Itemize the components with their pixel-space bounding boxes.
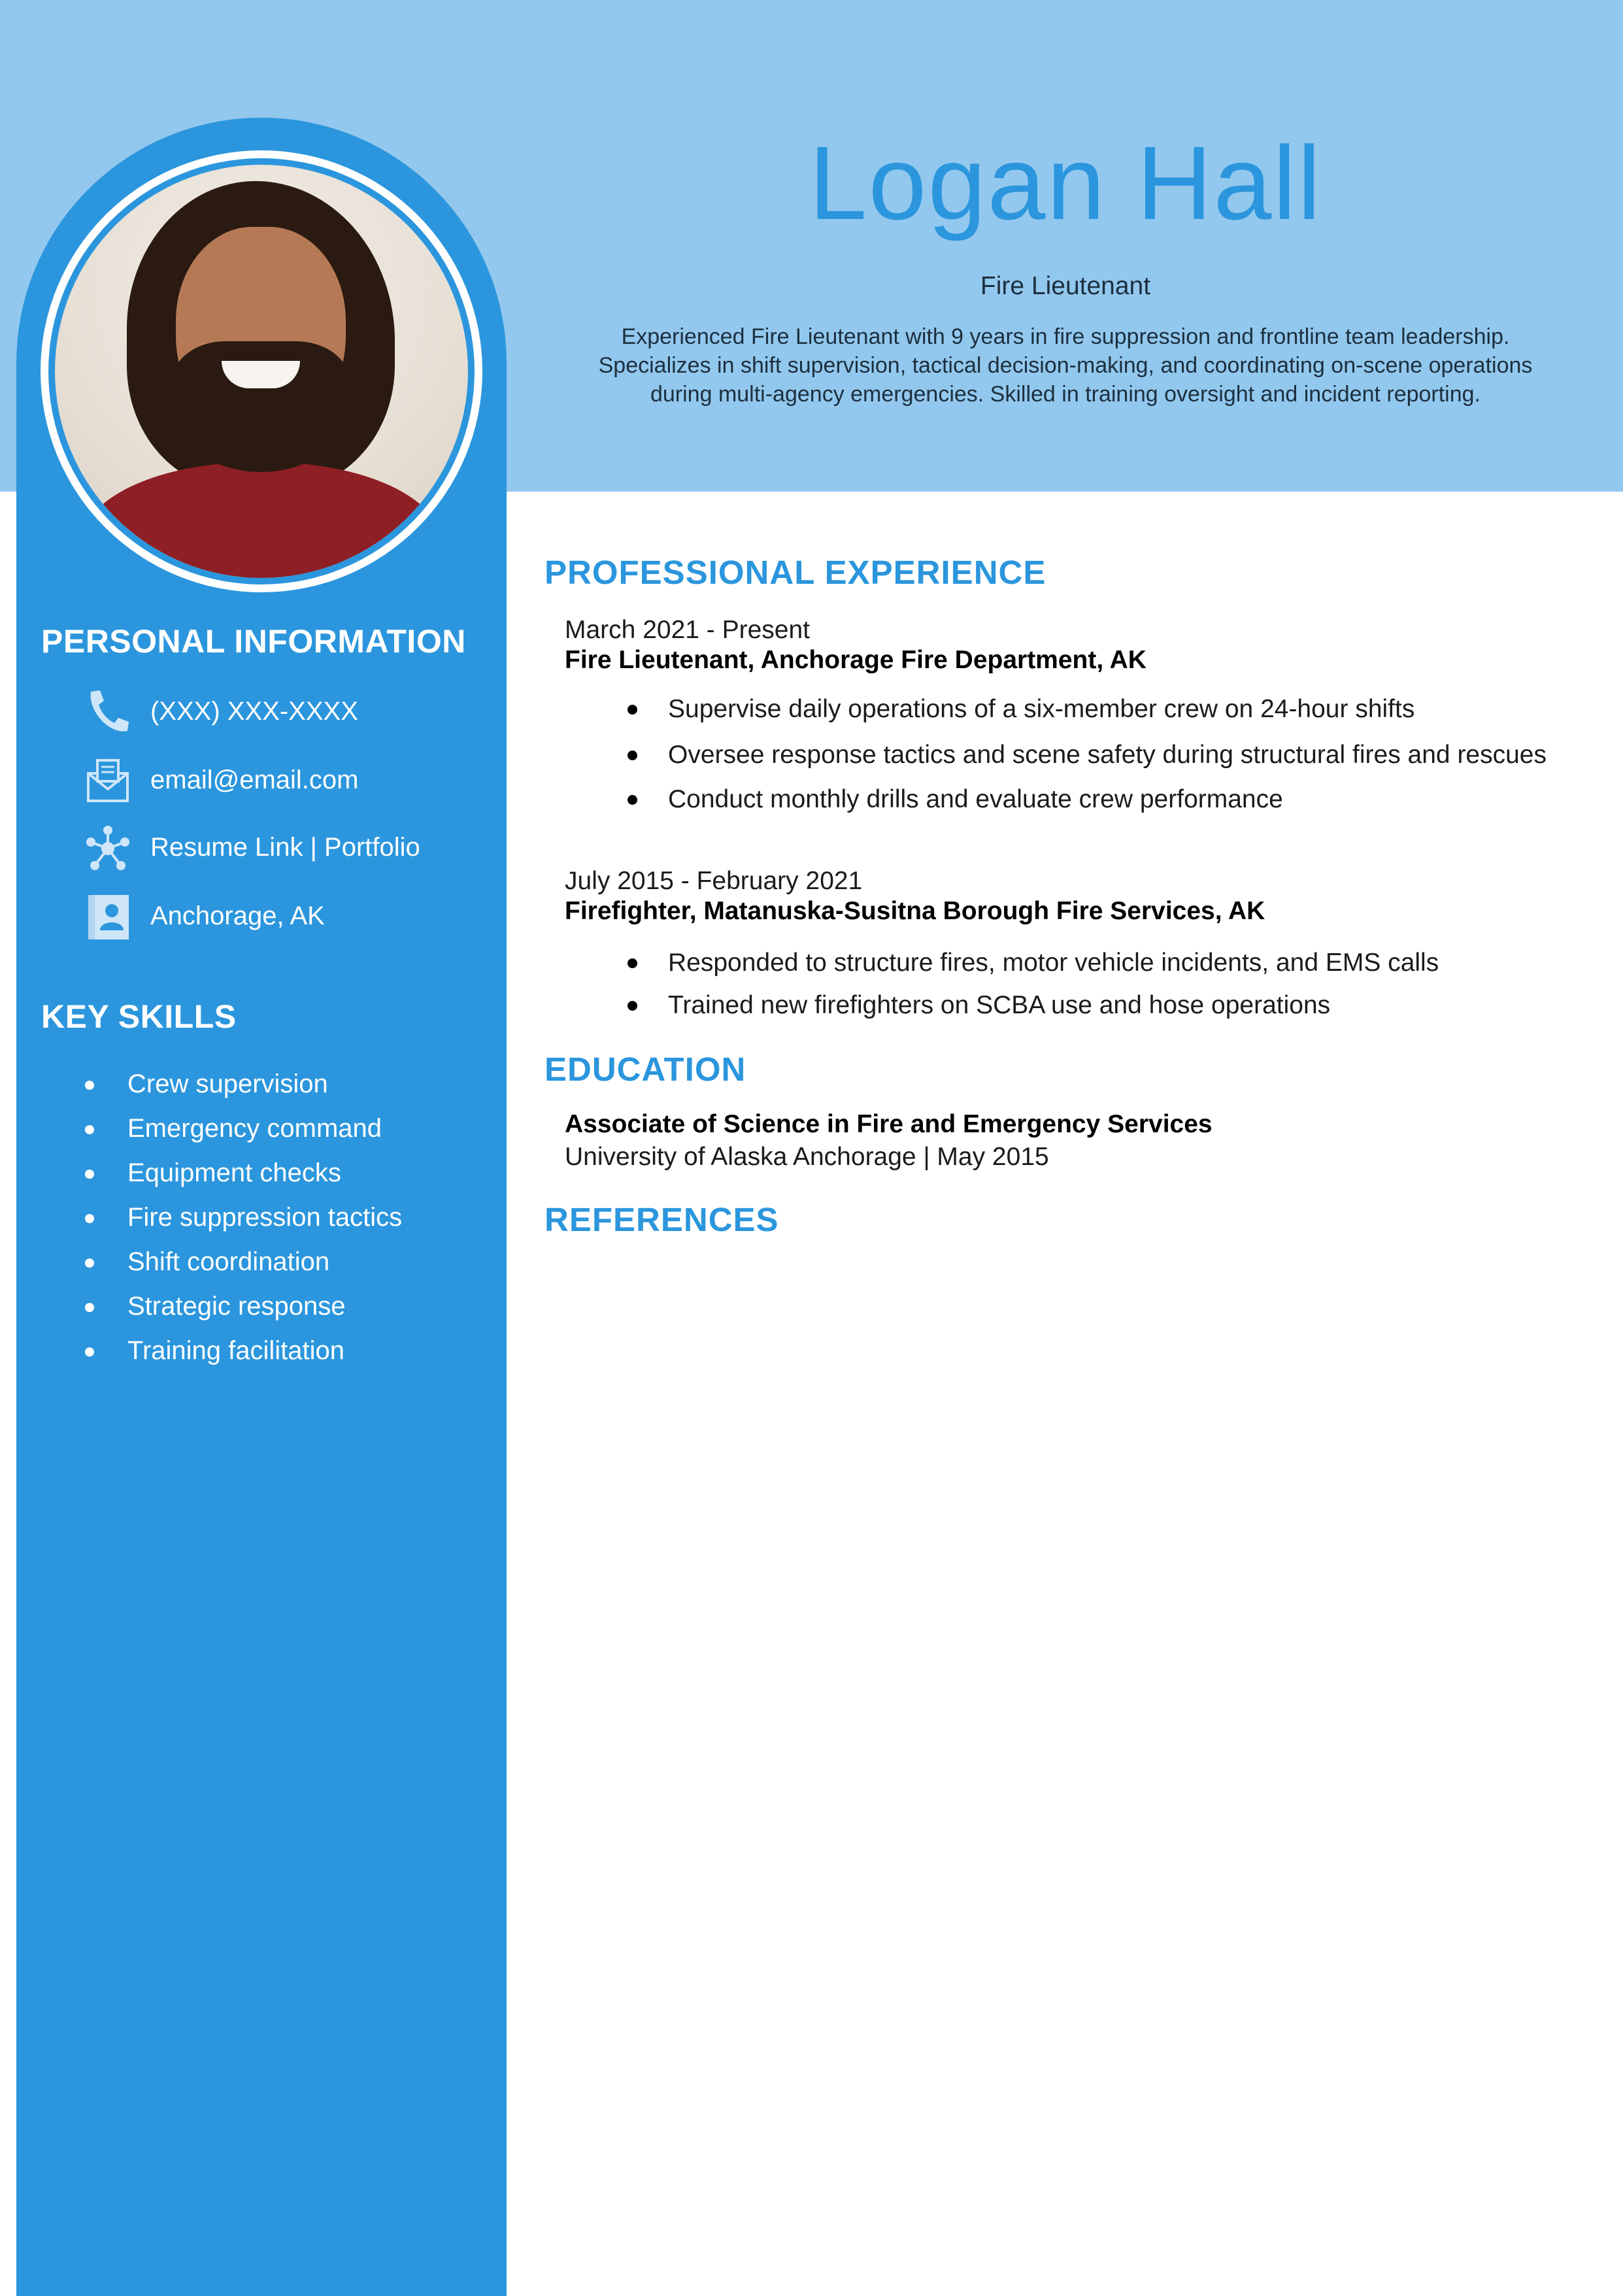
contact-card-icon	[82, 891, 134, 943]
list-item: Responded to structure fires, motor vehicle incidents, and EMS calls	[627, 947, 1575, 979]
list-item: Fire suppression tactics	[85, 1195, 402, 1240]
list-item: Shift coordination	[85, 1240, 402, 1284]
phone-text: (XXX) XXX-XXXX	[150, 697, 358, 726]
list-item: Trained new firefighters on SCBA use and hose operations	[627, 989, 1575, 1022]
envelope-icon	[82, 755, 134, 807]
candidate-role: Fire Lieutenant	[980, 272, 1151, 300]
key-skills-heading: KEY SKILLS	[41, 998, 237, 1035]
job-title: Fire Lieutenant, Anchorage Fire Department, AK	[565, 646, 1146, 674]
job-bullets	[627, 947, 1575, 1022]
list-item: Equipment checks	[85, 1151, 402, 1195]
job-dates: July 2015 - February 2021	[565, 867, 863, 895]
profile-photo	[55, 165, 468, 578]
job-title: Firefighter, Matanuska-Susitna Borough Fire Services, AK	[565, 897, 1265, 925]
education-heading: EDUCATION	[544, 1051, 746, 1088]
list-item: Emergency command	[85, 1106, 402, 1151]
email-text: email@email.com	[150, 766, 359, 794]
location-text: Anchorage, AK	[150, 902, 325, 930]
skills-list	[85, 1062, 402, 1373]
list-item: Training facilitation	[85, 1328, 402, 1373]
phone-icon	[82, 686, 134, 739]
job-bullets	[627, 693, 1575, 816]
experience-heading: PROFESSIONAL EXPERIENCE	[544, 554, 1046, 591]
profile-summary: Experienced Fire Lieutenant with 9 years in fire suppression and frontline team leadership. Specializes in shift supervision, tactical decision-making, and coordinating on-scene operations during multi-agency emergencies. Skilled in training oversight and incident reporting.	[598, 324, 1533, 407]
candidate-name: Logan Hall	[809, 124, 1322, 241]
network-icon	[82, 822, 134, 875]
references-heading: REFERENCES	[544, 1201, 779, 1238]
list-item: Supervise daily operations of a six-member crew on 24-hour shifts	[627, 693, 1575, 726]
degree-title: Associate of Science in Fire and Emergency Services	[565, 1110, 1213, 1138]
personal-info-heading: PERSONAL INFORMATION	[41, 623, 466, 660]
list-item: Strategic response	[85, 1284, 402, 1328]
list-item: Crew supervision	[85, 1062, 402, 1106]
list-item: Conduct monthly drills and evaluate crew performance	[627, 783, 1575, 816]
links-text: Resume Link | Portfolio	[150, 833, 420, 862]
school-info: University of Alaska Anchorage | May 2015	[565, 1143, 1049, 1171]
list-item: Oversee response tactics and scene safety during structural fires and rescues	[627, 739, 1575, 771]
job-dates: March 2021 - Present	[565, 616, 811, 644]
